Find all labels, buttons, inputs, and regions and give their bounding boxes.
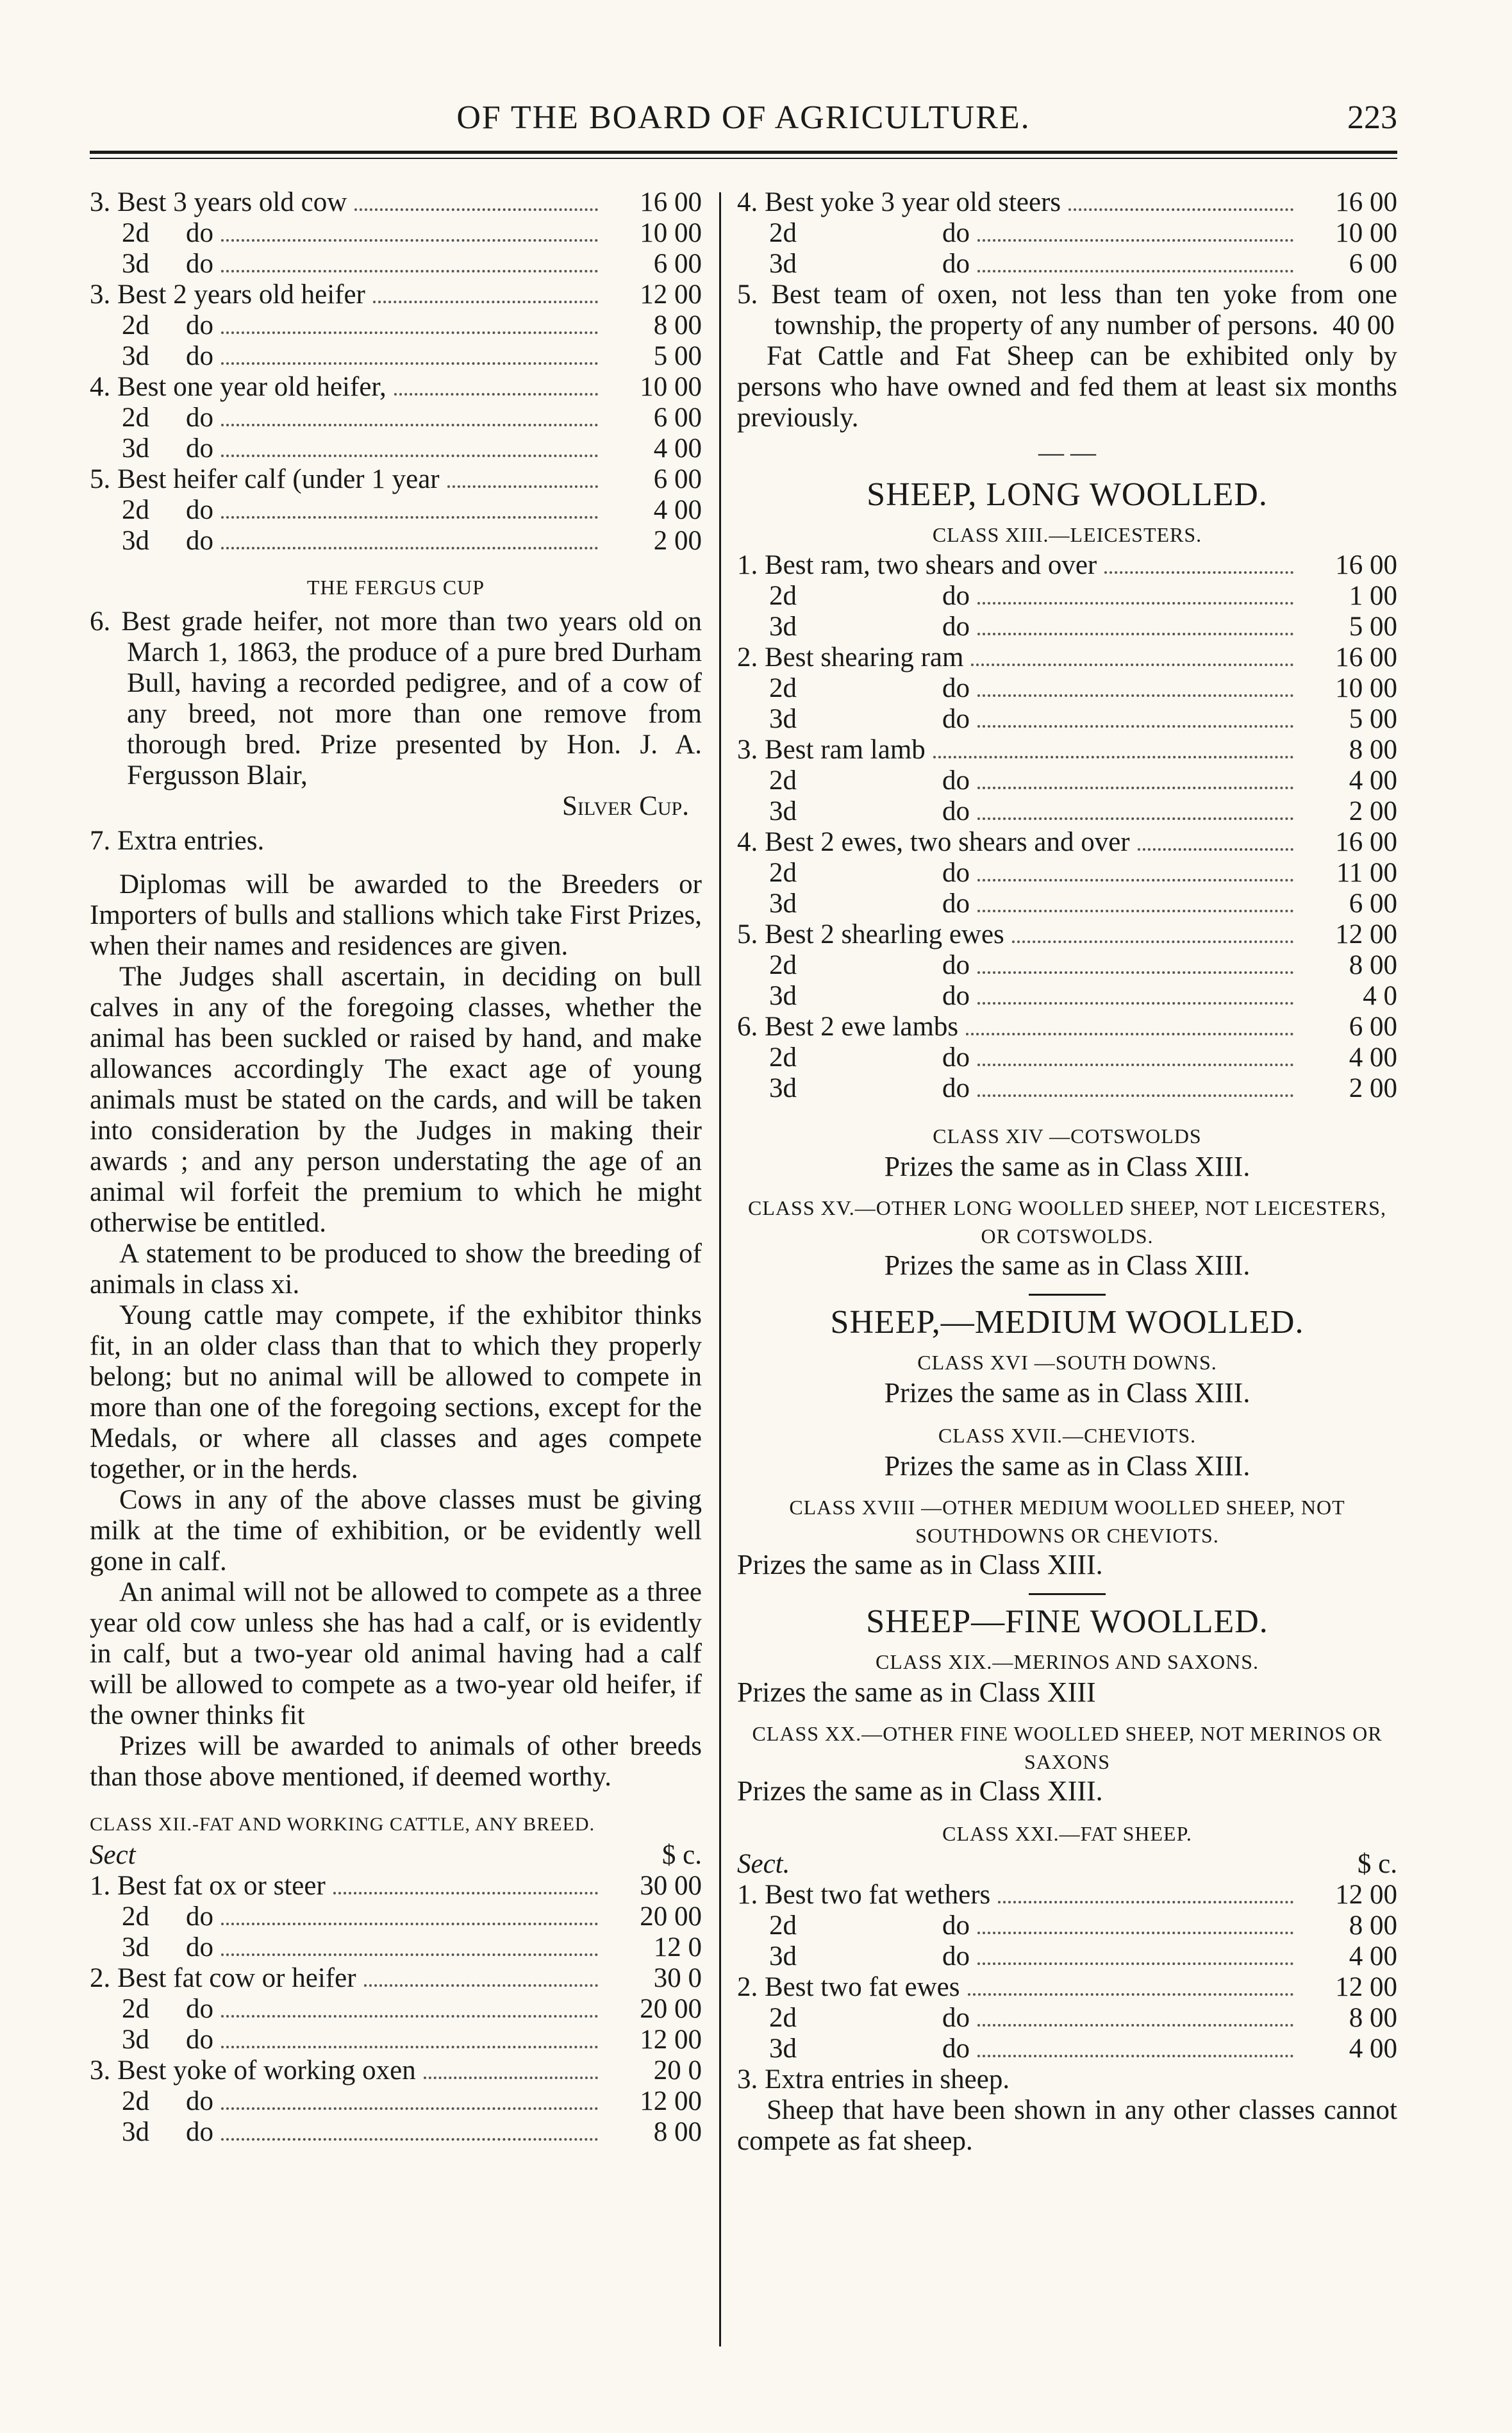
prize-label: 3. Best yoke of working oxen: [90, 2055, 416, 2086]
prize-row: [90, 1994, 702, 2025]
prize-row: [737, 827, 1397, 858]
dot-leader: [1012, 941, 1293, 943]
prize-row: [737, 858, 1397, 889]
prize-amount: 5 00: [653, 341, 702, 371]
prize-amount: 12 0: [653, 1932, 702, 1962]
prize-row: [90, 403, 702, 433]
prize-ditto: do: [942, 858, 970, 888]
prize-label: 5. Best 2 shearling ewes: [737, 919, 1004, 949]
dot-leader: [221, 331, 598, 334]
dot-leader: [977, 270, 1293, 272]
prize-ditto: do: [186, 403, 213, 433]
prize-ditto: do: [186, 218, 213, 248]
prize-place: 3d: [122, 433, 149, 464]
prize-row: [90, 2025, 702, 2055]
dot-leader: [977, 725, 1293, 728]
prize-place: 2d: [122, 310, 149, 340]
prize-place: 3d: [769, 249, 797, 279]
prize-ditto: do: [186, 341, 213, 371]
class-xiv-heading: CLASS XIV —COTSWOLDS: [933, 1125, 1202, 1148]
class-xiv-prizes: Prizes the same as in Class XIII.: [884, 1151, 1250, 1182]
prize-amount: 6 00: [653, 403, 702, 433]
prize-amount: 12 00: [1335, 1972, 1397, 2002]
prize-amount: 8 00: [1349, 2003, 1397, 2033]
prize-amount: 12 00: [640, 280, 702, 310]
prize-ditto: do: [186, 495, 213, 525]
prize-amount: 12 00: [1335, 919, 1397, 949]
prize-place: 3d: [122, 526, 149, 556]
prize-place: 3d: [769, 1073, 797, 1103]
prize-place: 3d: [122, 1932, 149, 1962]
dot-leader: [221, 424, 598, 426]
prize-amount: 4 00: [653, 495, 702, 525]
dot-leader: [971, 664, 1293, 666]
header-rule-thick: [90, 151, 1397, 154]
prize-row: [737, 642, 1397, 673]
header-rule-thin: [90, 158, 1397, 159]
dot-leader: [977, 1962, 1293, 1965]
prize-place: 2d: [122, 1902, 149, 1932]
prize-amount: 10 00: [1335, 218, 1397, 248]
prize-row: [737, 735, 1397, 765]
team-of-oxen: [737, 280, 1397, 341]
fergus-cup-prize: Silver Cup.: [561, 791, 689, 821]
dot-leader: [221, 2138, 598, 2141]
prize-place: 2d: [122, 2086, 149, 2116]
section-dash: — —: [1038, 438, 1096, 467]
prize-amount: 30 0: [653, 1963, 702, 1993]
class-xvii-heading: CLASS XVII.—CHEVIOTS.: [938, 1424, 1197, 1447]
prize-place: 2d: [769, 2003, 797, 2033]
class-xviii-prizes: Prizes the same as in Class XIII.: [737, 1549, 1103, 1580]
prize-ditto: do: [186, 1994, 213, 2024]
prize-row: [737, 1012, 1397, 1042]
prize-amount: 6 00: [1349, 1012, 1397, 1042]
prize-amount: 20 00: [640, 1902, 702, 1932]
dot-leader: [977, 694, 1293, 697]
prize-row: [90, 1963, 702, 1994]
prize-row: [737, 2034, 1397, 2064]
prize-place: 3d: [769, 981, 797, 1011]
dot-leader: [1138, 848, 1293, 851]
dot-leader: [977, 602, 1293, 605]
prize-place: 3d: [769, 704, 797, 734]
team-of-oxen-amount: 40 00: [1333, 310, 1395, 340]
prize-amount: 4 0: [1363, 981, 1397, 1011]
prize-amount: 4 00: [653, 433, 702, 464]
prize-place: 3d: [122, 2117, 149, 2147]
class-xvi-prizes: Prizes the same as in Class XIII.: [884, 1377, 1250, 1409]
prize-row: [737, 2003, 1397, 2034]
prize-ditto: do: [942, 981, 970, 1011]
prize-amount: 4 00: [1349, 1941, 1397, 1971]
prize-row: [737, 1910, 1397, 1941]
prize-row: [90, 1932, 702, 1963]
dot-leader: [977, 2055, 1293, 2057]
prize-place: 3d: [769, 612, 797, 642]
prize-amount: 10 00: [1335, 673, 1397, 703]
prize-label: 2. Best two fat ewes: [737, 1972, 960, 2002]
class-xxi-heading: CLASS XXI.—FAT SHEEP.: [942, 1822, 1192, 1845]
prize-row: [737, 981, 1397, 1012]
paragraph-three-year-old: An animal will not be allowed to compete as a three year old cow unless she has had a calf, or is evidently in calf, but a two-year old animal having had a calf will be allowed to compete as a two-year old heifer, if the owner thinks fit: [90, 1577, 702, 1730]
prize-row: [90, 341, 702, 372]
prize-label: 1. Best fat ox or steer: [90, 1871, 326, 1901]
prize-row: [90, 2055, 702, 2086]
prize-row: [737, 218, 1397, 249]
prize-ditto: do: [942, 218, 970, 248]
prize-amount: 30 00: [640, 1871, 702, 1901]
prize-list-fat-sheep: [737, 1880, 1397, 2064]
prize-list-fat-cattle: [90, 1871, 702, 2148]
prize-ditto: do: [186, 1932, 213, 1962]
prize-ditto: do: [942, 1941, 970, 1971]
prize-place: 2d: [769, 950, 797, 980]
dot-leader: [221, 2046, 598, 2048]
paragraph-statement: A statement to be produced to show the breeding of animals in class xi.: [90, 1239, 702, 1300]
dot-leader: [933, 756, 1293, 758]
dot-leader: [221, 547, 598, 549]
prize-row: [737, 889, 1397, 919]
prize-amount: 20 00: [640, 1994, 702, 2024]
prize-place: 3d: [122, 2025, 149, 2055]
prize-amount: 20 0: [653, 2055, 702, 2086]
dot-leader: [333, 1892, 598, 1894]
medium-woolled-heading: SHEEP,—MEDIUM WOOLLED.: [830, 1304, 1304, 1341]
prize-ditto: do: [942, 673, 970, 703]
prize-label: 3. Best 2 years old heifer: [90, 280, 365, 310]
prize-amount: 6 00: [1349, 889, 1397, 919]
prize-amount: 2 00: [653, 526, 702, 556]
prize-amount: 16 00: [1335, 642, 1397, 673]
prize-amount: 8 00: [653, 2117, 702, 2147]
prize-amount: 12 00: [1335, 1880, 1397, 1910]
section-rule: [1029, 1294, 1106, 1296]
extra-entries-sheep: 3. Extra entries in sheep.: [737, 2064, 1010, 2094]
prize-ditto: do: [186, 2086, 213, 2116]
paragraph-young-cattle: Young cattle may compete, if the exhibitor thinks fit, in an older class than that to which they properly belong; but no animal will be allowed to compete in more than one of the foregoing sections, except for the Medals, or where all classes and ages compete together, or in the herds.: [90, 1300, 702, 1484]
dot-leader: [977, 910, 1293, 912]
dot-leader: [424, 2077, 598, 2079]
dot-leader: [221, 2107, 598, 2110]
prize-place: 2d: [769, 765, 797, 796]
prize-ditto: do: [186, 526, 213, 556]
prize-row: [737, 187, 1397, 218]
prize-amount: 12 00: [640, 2025, 702, 2055]
prize-place: 2d: [769, 673, 797, 703]
fine-woolled-heading: SHEEP—FINE WOOLLED.: [866, 1603, 1268, 1640]
right-column: [737, 187, 1397, 2157]
dot-leader: [221, 455, 598, 457]
prize-row: [90, 2086, 702, 2117]
prize-amount: 16 00: [1335, 550, 1397, 580]
prize-place: 2d: [769, 581, 797, 611]
prize-ditto: do: [186, 2025, 213, 2055]
prize-amount: 6 00: [653, 464, 702, 494]
prize-amount: 5 00: [1349, 612, 1397, 642]
prize-ditto: do: [186, 433, 213, 464]
column-divider: [719, 192, 721, 2346]
prize-place: 3d: [122, 249, 149, 279]
fat-cattle-note: Fat Cattle and Fat Sheep can be exhibited only by persons who have owned and fed them at least six months previously.: [737, 341, 1397, 433]
dot-leader: [447, 485, 598, 488]
dot-leader: [354, 208, 598, 211]
prize-label: 2. Best shearing ram: [737, 642, 964, 673]
dot-leader: [1104, 571, 1293, 574]
class-xx-prizes: Prizes the same as in Class XIII.: [737, 1775, 1103, 1807]
prize-label: 4. Best 2 ewes, two shears and over: [737, 827, 1130, 857]
prize-row: [737, 765, 1397, 796]
dot-leader: [977, 239, 1293, 242]
dot-leader: [221, 239, 598, 242]
running-title: OF THE BOARD OF AGRICULTURE.: [456, 99, 1031, 136]
page-number: 223: [1347, 99, 1397, 136]
prize-ditto: do: [942, 1910, 970, 1941]
dot-leader: [221, 2015, 598, 2018]
class-xix-prizes: Prizes the same as in Class XIII: [737, 1676, 1096, 1708]
prize-ditto: do: [186, 249, 213, 279]
prize-amount: 5 00: [1349, 704, 1397, 734]
sect-header-right: [737, 1849, 1397, 1880]
prize-amount: 16 00: [1335, 827, 1397, 857]
prize-ditto: do: [942, 1042, 970, 1073]
prize-amount: 4 00: [1349, 1042, 1397, 1073]
prize-row: [737, 673, 1397, 704]
rules-paragraphs: [90, 869, 702, 1793]
class-xv-prizes: Prizes the same as in Class XIII.: [884, 1250, 1250, 1281]
prize-label: 5. Best heifer calf (under 1 year: [90, 464, 440, 494]
prize-row: [90, 1871, 702, 1902]
prize-amount: 8 00: [1349, 735, 1397, 765]
sect-label-right: Sect.: [737, 1849, 790, 1879]
prize-amount: 6 00: [1349, 249, 1397, 279]
prize-list-leicesters: [737, 550, 1397, 1104]
prize-row: [90, 372, 702, 403]
prize-place: 2d: [769, 1042, 797, 1073]
sect-label: Sect: [90, 1840, 136, 1870]
prize-place: 2d: [122, 218, 149, 248]
prize-place: 2d: [769, 858, 797, 888]
prize-amount: 2 00: [1349, 1073, 1397, 1103]
prize-ditto: do: [942, 765, 970, 796]
extra-entries: 7. Extra entries.: [90, 826, 265, 856]
dot-leader: [977, 1932, 1293, 1934]
prize-row: [90, 218, 702, 249]
prize-row: [90, 495, 702, 526]
prize-place: 2d: [769, 1910, 797, 1941]
dot-leader: [977, 2024, 1293, 2027]
class-xix-heading: CLASS XIX.—MERINOS AND SAXONS.: [875, 1650, 1259, 1673]
class-xiii-heading: CLASS XIII.—LEICESTERS.: [932, 523, 1202, 546]
class-xvii-prizes: Prizes the same as in Class XIII.: [884, 1450, 1250, 1482]
prize-row: [90, 249, 702, 280]
prize-ditto: do: [942, 2034, 970, 2064]
prize-amount: 8 00: [1349, 1910, 1397, 1941]
prize-amount: 2 00: [1349, 796, 1397, 826]
prize-row: [90, 2117, 702, 2148]
prize-label: 3. Best 3 years old cow: [90, 187, 347, 217]
prize-row: [737, 581, 1397, 612]
prize-ditto: do: [186, 1902, 213, 1932]
dot-leader: [373, 301, 598, 303]
dot-leader: [977, 1002, 1293, 1005]
prize-label: 1. Best ram, two shears and over: [737, 550, 1097, 580]
prize-ditto: do: [942, 612, 970, 642]
prize-row: [90, 187, 702, 218]
prize-ditto: do: [942, 1073, 970, 1103]
prize-label: 2. Best fat cow or heifer: [90, 1963, 356, 1993]
prize-row: [737, 1880, 1397, 1910]
prize-row: [737, 550, 1397, 581]
prize-place: 2d: [122, 495, 149, 525]
prize-row: [737, 1941, 1397, 1972]
prize-label: 4. Best one year old heifer,: [90, 372, 386, 402]
prize-list-cows: [90, 187, 702, 556]
dot-leader: [968, 1993, 1293, 1996]
dot-leader: [221, 516, 598, 519]
prize-ditto: do: [942, 2003, 970, 2033]
dot-leader: [221, 270, 598, 272]
prize-amount: 4 00: [1349, 765, 1397, 796]
prize-ditto: do: [942, 889, 970, 919]
prize-row: [737, 796, 1397, 827]
paragraph-other-breeds: Prizes will be awarded to animals of other breeds than those above mentioned, if deemed worthy.: [90, 1731, 702, 1792]
prize-row: [737, 919, 1397, 950]
fergus-cup-heading: THE FERGUS CUP: [306, 576, 485, 599]
prize-ditto: do: [942, 581, 970, 611]
prize-list-steers: [737, 187, 1397, 280]
dot-leader: [977, 633, 1293, 635]
prize-place: 2d: [769, 218, 797, 248]
prize-label: 1. Best two fat wethers: [737, 1880, 991, 1910]
fergus-cup-text: 6. Best grade heifer, not more than two years old on March 1, 1863, the produce of a pure bred Durham Bull, having a recorded pedigree, and of a cow of any breed, not more than one remove from thorough bred. Prize presented by Hon. J. A. Fergusson Blair,: [90, 606, 702, 790]
prize-place: 3d: [769, 796, 797, 826]
prize-row: [737, 704, 1397, 735]
dot-leader: [977, 787, 1293, 789]
prize-amount: 16 00: [1335, 187, 1397, 217]
prize-amount: 10 00: [640, 218, 702, 248]
dot-leader: [221, 1923, 598, 1925]
section-rule-2: [1029, 1593, 1106, 1595]
dot-leader: [977, 817, 1293, 820]
prize-place: 2d: [122, 403, 149, 433]
class-xvi-heading: CLASS XVI —SOUTH DOWNS.: [917, 1351, 1217, 1374]
prize-row: [737, 1972, 1397, 2003]
dot-leader: [977, 879, 1293, 882]
prize-row: [90, 280, 702, 310]
dot-leader: [221, 1953, 598, 1956]
prize-amount: 16 00: [640, 187, 702, 217]
prize-row: [737, 1042, 1397, 1073]
closing-note: Sheep that have been shown in any other classes cannot compete as fat sheep.: [737, 2095, 1397, 2156]
prize-amount: 4 00: [1349, 2034, 1397, 2064]
dot-leader: [977, 1094, 1293, 1097]
prize-amount: 10 00: [640, 372, 702, 402]
prize-row: [90, 1902, 702, 1932]
dot-leader: [998, 1901, 1293, 1903]
prize-ditto: do: [942, 950, 970, 980]
prize-row: [90, 433, 702, 464]
prize-row: [90, 464, 702, 495]
currency-label-right: $ c.: [1357, 1849, 1397, 1879]
class-xii-heading: CLASS XII.-FAT AND WORKING CATTLE, ANY BREED.: [90, 1814, 595, 1835]
currency-label: $ c.: [661, 1840, 702, 1870]
prize-ditto: do: [186, 310, 213, 340]
dot-leader: [977, 1064, 1293, 1066]
prize-row: [90, 310, 702, 341]
paragraph-cows: Cows in any of the above classes must be giving milk at the time of exhibition, or be evidently well gone in calf.: [90, 1485, 702, 1576]
team-of-oxen-text: 5. Best team of oxen, not less than ten yoke from one township, the property of any number of persons.: [737, 280, 1397, 340]
prize-row: [90, 526, 702, 556]
prize-amount: 12 00: [640, 2086, 702, 2116]
dot-leader: [977, 971, 1293, 974]
prize-ditto: do: [186, 2117, 213, 2147]
prize-row: [737, 249, 1397, 280]
prize-ditto: do: [942, 249, 970, 279]
prize-place: 3d: [769, 889, 797, 919]
prize-row: [737, 1073, 1397, 1104]
prize-label: 3. Best ram lamb: [737, 735, 926, 765]
prize-amount: 11 00: [1336, 858, 1397, 888]
prize-place: 2d: [122, 1994, 149, 2024]
prize-row: [737, 950, 1397, 981]
prize-ditto: do: [942, 796, 970, 826]
prize-place: 3d: [769, 1941, 797, 1971]
prize-amount: 8 00: [653, 310, 702, 340]
page-header: [90, 96, 1397, 141]
dot-leader: [394, 393, 598, 396]
sect-header: [90, 1840, 702, 1871]
left-column: [90, 187, 702, 2148]
dot-leader: [364, 1984, 598, 1987]
dot-leader: [221, 362, 598, 365]
prize-amount: 6 00: [653, 249, 702, 279]
prize-ditto: do: [942, 704, 970, 734]
long-woolled-heading: SHEEP, LONG WOOLLED.: [867, 476, 1268, 513]
paragraph-diplomas: Diplomas will be awarded to the Breeders or Importers of bulls and stallions which take First Prizes, when their names and residences are given.: [90, 869, 702, 961]
dot-leader: [966, 1033, 1293, 1035]
prize-place: 3d: [769, 2034, 797, 2064]
prize-amount: 8 00: [1349, 950, 1397, 980]
prize-amount: 1 00: [1349, 581, 1397, 611]
prize-label: 6. Best 2 ewe lambs: [737, 1012, 959, 1042]
prize-label: 4. Best yoke 3 year old steers: [737, 187, 1061, 217]
prize-row: [737, 612, 1397, 642]
class-xx-heading: CLASS XX.—OTHER FINE WOOLLED SHEEP, NOT MERINOS OR SAXONS: [752, 1722, 1383, 1773]
paragraph-judges: The Judges shall ascertain, in deciding on bull calves in any of the foregoing classes, whether the animal has been suckled or raised by hand, and make allowances accordingly The exact age of young animals must be stated on the cards, and will be taken into consideration by the Judges in making their awards ; and any person understating the age of an animal wil forfeit the premium to which he might otherwise be entitled.: [90, 962, 702, 1238]
class-xv-heading: CLASS XV.—OTHER LONG WOOLLED SHEEP, NOT LEICESTERS, OR COTSWOLDS.: [748, 1196, 1386, 1248]
dot-leader: [1068, 208, 1293, 211]
class-xviii-heading: CLASS XVIII —OTHER MEDIUM WOOLLED SHEEP, NOT SOUTHDOWNS OR CHEVIOTS.: [789, 1496, 1345, 1547]
prize-place: 3d: [122, 341, 149, 371]
